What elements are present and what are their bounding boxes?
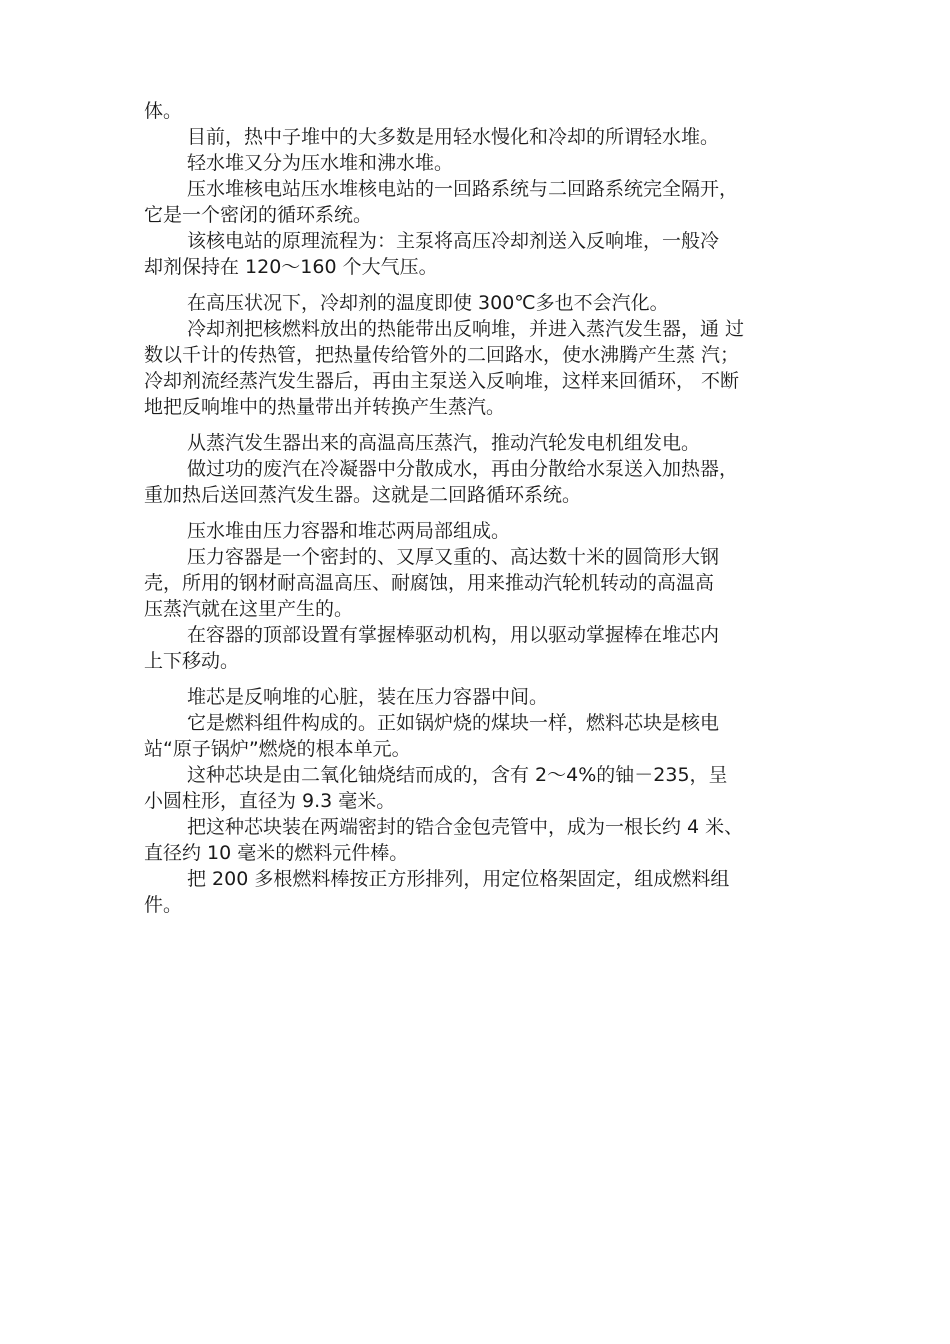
text-line: 在高压状况下，冷却剂的温度即使 300℃多也不会汽化。 — [187, 292, 669, 314]
text-line: 这种芯块是由二氧化铀烧结而成的，含有 2～4%的铀－235，呈 — [187, 764, 728, 786]
text-line: 却剂保持在 120～160 个大气压。 — [144, 256, 438, 278]
text-line: 压水堆由压力容器和堆芯两局部组成。 — [187, 520, 511, 542]
text-line: 压力容器是一个密封的、又厚又重的、高达数十米的圆筒形大钢 — [187, 546, 720, 568]
text-line: 地把反响堆中的热量带出并转换产生蒸汽。 — [144, 396, 506, 418]
text-line: 站“原子锅炉”燃烧的根本单元。 — [144, 738, 411, 760]
text-line: 重加热后送回蒸汽发生器。这就是二回路循环系统。 — [144, 484, 582, 506]
text-line: 数以千计的传热管，把热量传给管外的二回路水，使水沸腾产生蒸 汽； — [144, 344, 740, 366]
text-line: 它是燃料组件构成的。正如锅炉烧的煤块一样，燃料芯块是核电 — [187, 712, 720, 734]
text-line: 把这种芯块装在两端密封的锆合金包壳管中，成为一根长约 4 米、 — [187, 816, 744, 838]
text-line: 压水堆核电站压水堆核电站的一回路系统与二回路系统完全隔开， — [187, 178, 739, 200]
text-line: 从蒸汽发生器出来的高温高压蒸汽，推动汽轮发电机组发电。 — [187, 432, 701, 454]
text-line: 它是一个密闭的循环系统。 — [144, 204, 373, 226]
text-line: 小圆柱形，直径为 9.3 毫米。 — [144, 790, 396, 812]
text-line: 堆芯是反响堆的心脏，装在压力容器中间。 — [187, 686, 549, 708]
text-line: 件。 — [144, 894, 183, 916]
text-line: 直径约 10 毫米的燃料元件棒。 — [144, 842, 409, 864]
text-line: 压蒸汽就在这里产生的。 — [144, 598, 354, 620]
document-body — [144, 98, 814, 918]
text-line: 轻水堆又分为压水堆和沸水堆。 — [187, 152, 454, 174]
text-line: 该核电站的原理流程为：主泵将高压冷却剂送入反响堆，一般冷 — [187, 230, 720, 252]
text-line: 冷却剂流经蒸汽发生器后，再由主泵送入反响堆，这样来回循环， 不断 — [144, 370, 740, 392]
text-line: 目前，热中子堆中的大多数是用轻水慢化和冷却的所谓轻水堆。 — [187, 126, 720, 148]
text-line: 上下移动。 — [144, 650, 240, 672]
text-line: 在容器的顶部设置有掌握棒驱动机构，用以驱动掌握棒在堆芯内 — [187, 624, 720, 646]
text-line: 做过功的废汽在冷凝器中分散成水，再由分散给水泵送入加热器， — [187, 458, 739, 480]
text-line: 体。 — [144, 100, 183, 122]
text-line: 把 200 多根燃料棒按正方形排列，用定位格架固定，组成燃料组 — [187, 868, 730, 890]
text-line: 冷却剂把核燃料放出的热能带出反响堆，并进入蒸汽发生器，通 过 — [187, 318, 745, 340]
text-line: 壳，所用的钢材耐高温高压、耐腐蚀，用来推动汽轮机转动的高温高 — [144, 572, 715, 594]
